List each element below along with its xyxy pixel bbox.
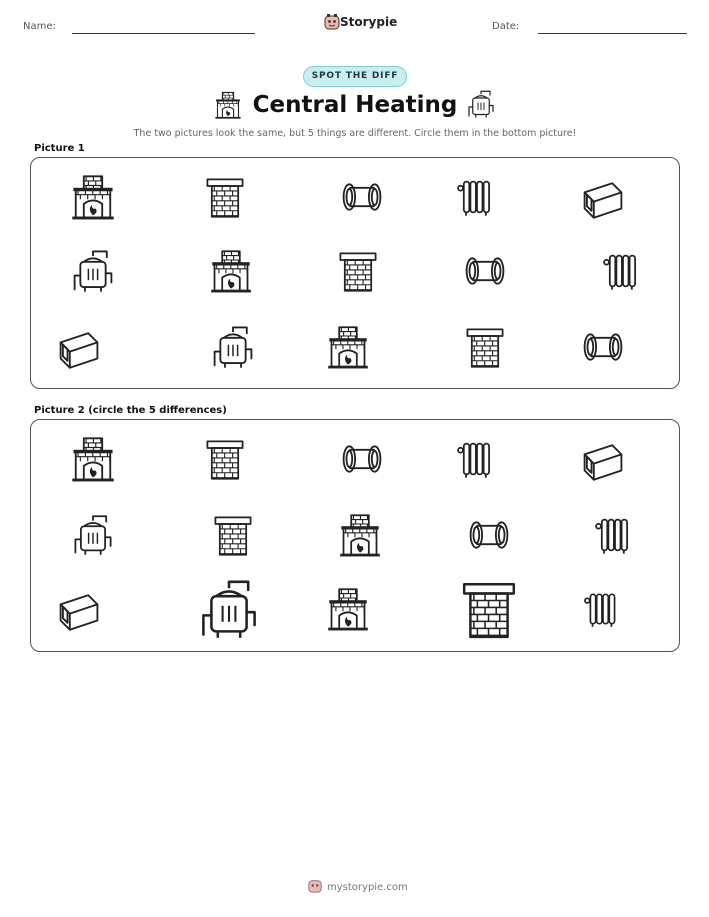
footer-site: mystorypie.com — [327, 882, 408, 893]
duct-icon — [56, 324, 102, 370]
fireplace-icon — [70, 174, 116, 220]
storypie-logo-icon — [323, 13, 341, 31]
chimney-icon[interactable] — [203, 437, 247, 481]
radiator-icon[interactable] — [593, 513, 637, 557]
pipe-icon[interactable] — [339, 436, 385, 482]
date-label: Date: — [492, 21, 520, 32]
radiator-icon[interactable] — [455, 437, 499, 481]
duct-icon — [580, 174, 626, 220]
chimney-icon[interactable] — [211, 513, 255, 557]
radiator-icon — [455, 175, 499, 219]
page-title: Central Heating — [252, 92, 458, 118]
pipe-icon[interactable] — [466, 512, 512, 558]
chimney-icon — [203, 175, 247, 219]
footer-logo-icon — [307, 878, 323, 898]
radiator-icon — [601, 249, 645, 293]
name-label: Name: — [23, 21, 56, 32]
instructions: The two pictures look the same, but 5 things are different. Circle them in the bottom picture! — [133, 128, 577, 139]
fireplace-icon[interactable] — [326, 587, 370, 631]
pipe-icon — [339, 174, 385, 220]
duct-icon[interactable] — [56, 586, 102, 632]
name-line[interactable] — [72, 33, 255, 34]
worksheet-badge: SPOT THE DIFF — [303, 66, 407, 87]
boiler-icon — [70, 248, 116, 294]
title-fireplace-icon — [214, 91, 242, 119]
brand-name: Storypie — [340, 15, 398, 29]
fireplace-icon — [209, 249, 253, 293]
picture2-label: Picture 2 (circle the 5 differences) — [34, 405, 227, 416]
boiler-icon — [210, 324, 256, 370]
title-boiler-icon — [466, 89, 496, 119]
chimney-icon — [463, 325, 507, 369]
duct-icon[interactable] — [580, 436, 626, 482]
picture1-label: Picture 1 — [34, 143, 85, 154]
boiler-icon[interactable] — [197, 577, 261, 641]
boiler-icon[interactable] — [71, 513, 115, 557]
pipe-icon — [580, 324, 626, 370]
fireplace-icon[interactable] — [70, 436, 116, 482]
fireplace-icon[interactable] — [338, 513, 382, 557]
pipe-icon — [462, 248, 508, 294]
fireplace-icon — [326, 325, 370, 369]
radiator-icon[interactable] — [582, 588, 624, 630]
chimney-icon — [336, 249, 380, 293]
date-line[interactable] — [538, 33, 687, 34]
chimney-icon[interactable] — [458, 578, 520, 640]
